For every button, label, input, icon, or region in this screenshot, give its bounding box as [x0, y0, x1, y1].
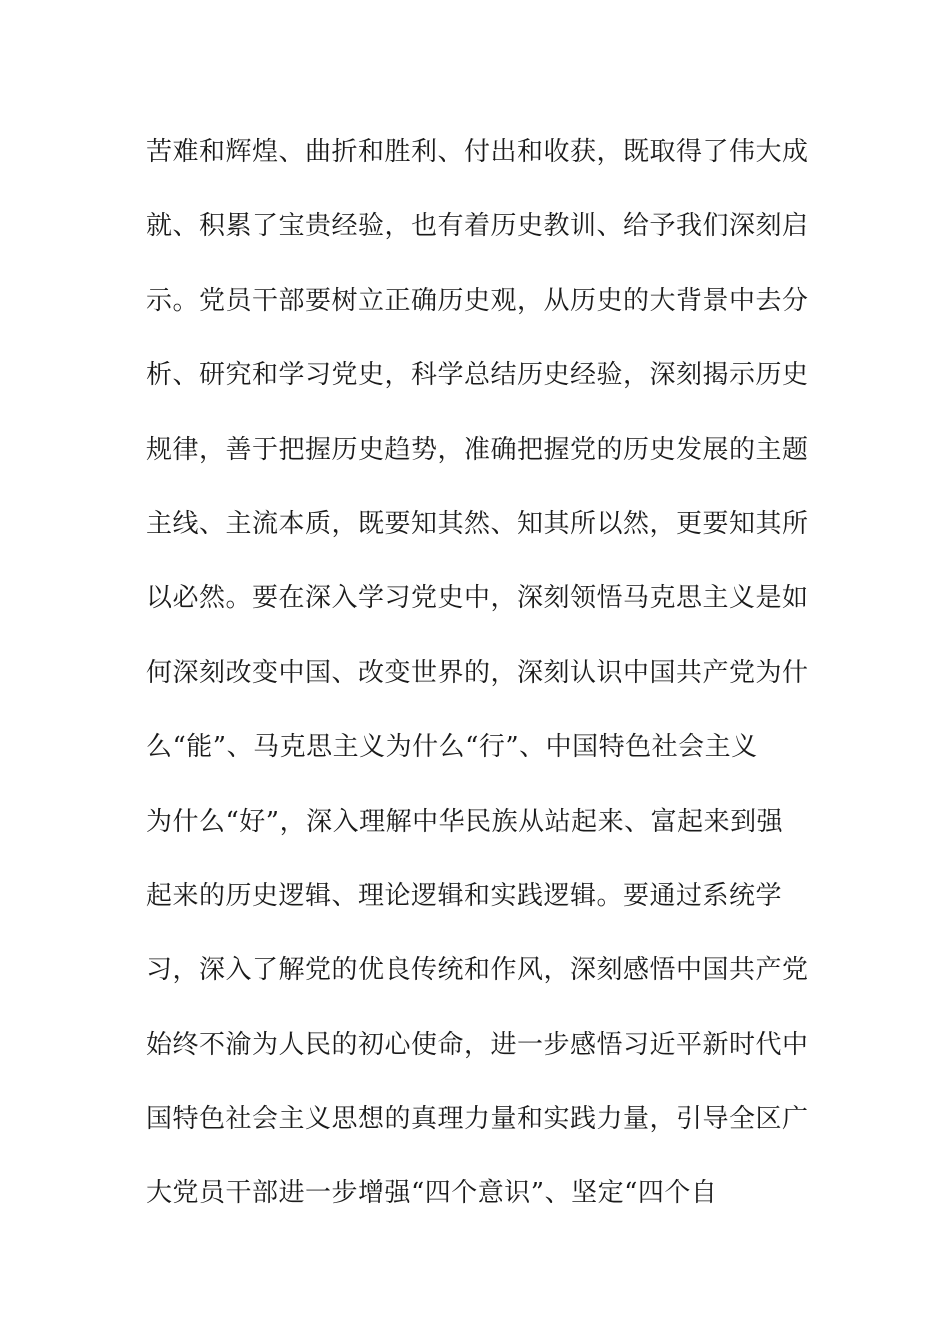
text-line: 主线、主流本质，既要知其然、知其所以然，更要知其所 [146, 508, 809, 539]
text-line: 为什么“好”，深入理解中华民族从站起来、富起来到强 [146, 806, 784, 837]
text-line: 么“能”、马克思主义为什么“行”、中国特色社会主义 [146, 732, 758, 763]
text-line: 何深刻改变中国、改变世界的，深刻认识中国共产党为什 [146, 657, 809, 688]
text-line: 示。党员干部要树立正确历史观，从历史的大背景中去分 [146, 285, 809, 316]
text-line: 以必然。要在深入学习党史中，深刻领悟马克思主义是如 [146, 583, 809, 614]
text-line: 国特色社会主义思想的真理力量和实践力量，引导全区广 [146, 1104, 809, 1135]
text-line: 习，深入了解党的优良传统和作风，深刻感悟中国共产党 [146, 955, 809, 986]
text-line: 就、积累了宝贵经验，也有着历史教训、给予我们深刻启 [146, 211, 809, 242]
text-line: 始终不渝为人民的初心使命，进一步感悟习近平新时代中 [146, 1029, 809, 1060]
body-paragraph [146, 126, 809, 1242]
text-line: 大党员干部进一步增强“四个意识”、坚定“四个自 [146, 1178, 718, 1209]
text-line: 起来的历史逻辑、理论逻辑和实践逻辑。要通过系统学 [146, 880, 783, 911]
text-line: 析、研究和学习党史，科学总结历史经验，深刻揭示历史 [146, 360, 809, 391]
text-line: 苦难和辉煌、曲折和胜利、付出和收获，既取得了伟大成 [146, 137, 809, 167]
text-line: 规律，善于把握历史趋势，准确把握党的历史发展的主题 [146, 434, 809, 465]
